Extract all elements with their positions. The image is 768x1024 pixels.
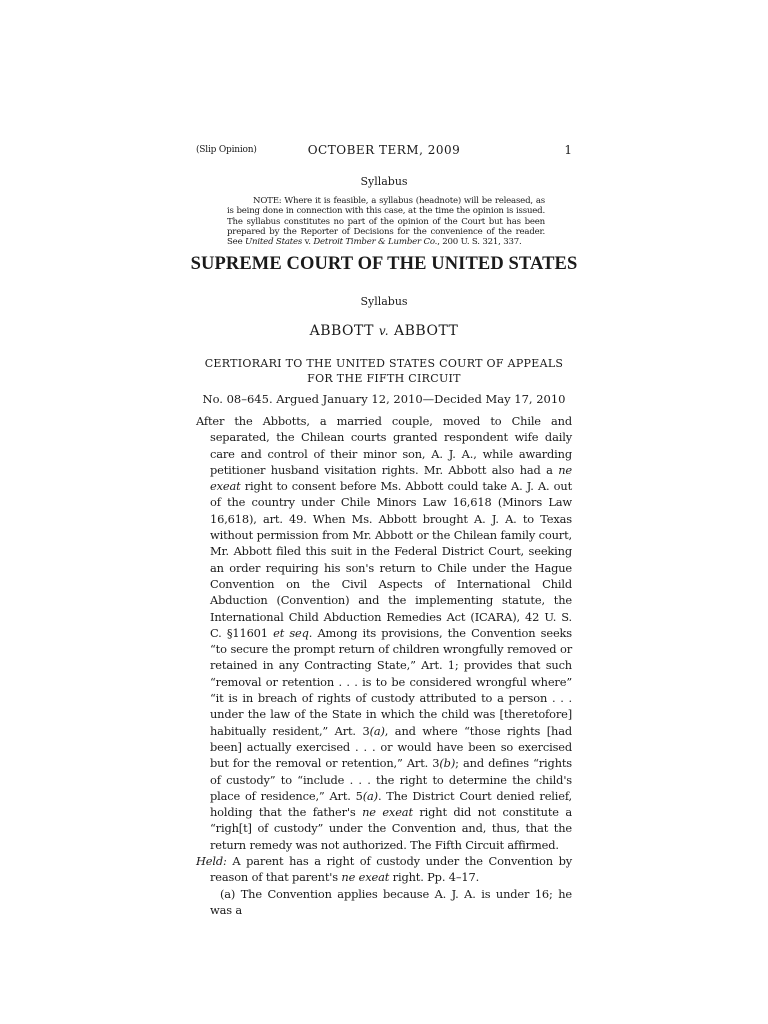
held-text-1: A parent has a right of custody under the Convention by reason of that parent's xyxy=(210,854,572,885)
facts-text-5: ; and defines “rights of custody” to “include . . . the right to determine the child's place of residence,” Art. 5 xyxy=(210,756,573,803)
held-paragraph xyxy=(196,853,572,886)
facts-text-6: . The District Court denied relief, holding that the father's xyxy=(210,788,573,820)
held-label: Held: xyxy=(196,854,227,869)
page-number: 1 xyxy=(564,143,572,157)
facts-text-7: right did not constitute a “righ[t] of custody” under the Convention and, thus, that the return remedy was not authorized. The Fifth Circuit affirmed. xyxy=(210,805,572,852)
facts-text-3: Among its provisions, the Convention seeks “to secure the prompt return of children wrongfully removed or retained in any Contracting State,” Art. 1; provides that such “removal or retention . . . is to be considered wrongful where” “it is in breach of rights of custody attributed to a person . . . under the law of the State in which the child was [theretofore] habitually resident,” Art. 3 xyxy=(210,625,572,738)
note-cite-2: Detroit Timber & Lumber Co. xyxy=(313,237,438,248)
et-seq-term: et seq. xyxy=(273,625,313,640)
facts-text-4: , and where “those rights [had been] actually exercised . . . or would have been so exercised but for the removal or retention,” Art. 3 xyxy=(210,723,572,771)
facts-text-2: right to consent before Ms. Abbott could take A. J. A. out of the country under Chile Minors Law 16,618 (Minors Law 16,618), art. 49. When Ms. Abbott brought A. J. A. to Texas without permission from Mr. Abbott or the Chilean family court, Mr. Abbott filed this suit in the Federal District Court, seeking an order requiring his son's return to Chile under the Hague Convention on the Civil Aspects of International Child Abduction (Convention) and the implementing statute, the International Child Abduction Remedies Act (ICARA), 42 U. S. C. §11601 xyxy=(210,479,572,640)
reporter-note xyxy=(227,196,545,247)
ne-exeat-term: ne exeat xyxy=(210,462,572,494)
respondent-name: ABBOTT xyxy=(394,323,459,339)
subsection-a-text: (a) The Convention applies because A. J. A. is under 16; he was a xyxy=(210,886,572,917)
slip-opinion-label: (Slip Opinion) xyxy=(196,145,257,155)
syllabus-body xyxy=(196,413,572,918)
art-ref-b: (b) xyxy=(439,756,456,771)
note-cite-tail: , 200 U. S. 321, 337. xyxy=(437,237,522,248)
term-label: OCTOBER TERM, 2009 xyxy=(307,143,461,157)
art-ref-a: (a) xyxy=(369,723,385,738)
syllabus-label-top: Syllabus xyxy=(360,175,408,188)
versus: v. xyxy=(378,324,390,338)
running-head xyxy=(196,143,572,159)
note-cite-1: United States xyxy=(245,237,303,248)
court-name: SUPREME COURT OF THE UNITED STATES xyxy=(190,254,578,274)
case-title xyxy=(0,323,768,339)
docket-line: No. 08–645. Argued January 12, 2010—Decided May 17, 2010 xyxy=(202,392,566,406)
facts-text-1: After the Abbotts, a married couple, moved to Chile and separated, the Chilean courts granted respondent wife daily care and control of their minor son, A. J. A., while awarding petitioner husband visitation rights. Mr. Abbott also had a xyxy=(196,414,572,477)
syllabus-label-mid: Syllabus xyxy=(360,295,408,308)
subsection-a xyxy=(196,886,572,919)
facts-paragraph xyxy=(196,413,572,853)
certiorari-line: CERTIORARI TO THE UNITED STATES COURT OF APPEALS FOR THE FIFTH CIRCUIT xyxy=(204,357,564,385)
ne-exeat-term-2: ne exeat xyxy=(362,805,413,820)
ne-exeat-term-3: ne exeat xyxy=(341,870,390,885)
note-cite-v: v. xyxy=(302,237,314,248)
petitioner-name: ABBOTT xyxy=(309,323,374,339)
note-text: NOTE: Where it is feasible, a syllabus (headnote) will be released, as is being done in connection with this case, at the time the opinion is issued. The syllabus constitutes no part of the opinion of the Court but has been prepared by the Reporter of Decisions for the convenience of the reader. See xyxy=(227,196,545,248)
art-ref-a-2: (a) xyxy=(362,788,378,803)
held-text-2: right. Pp. 4–17. xyxy=(389,870,480,885)
